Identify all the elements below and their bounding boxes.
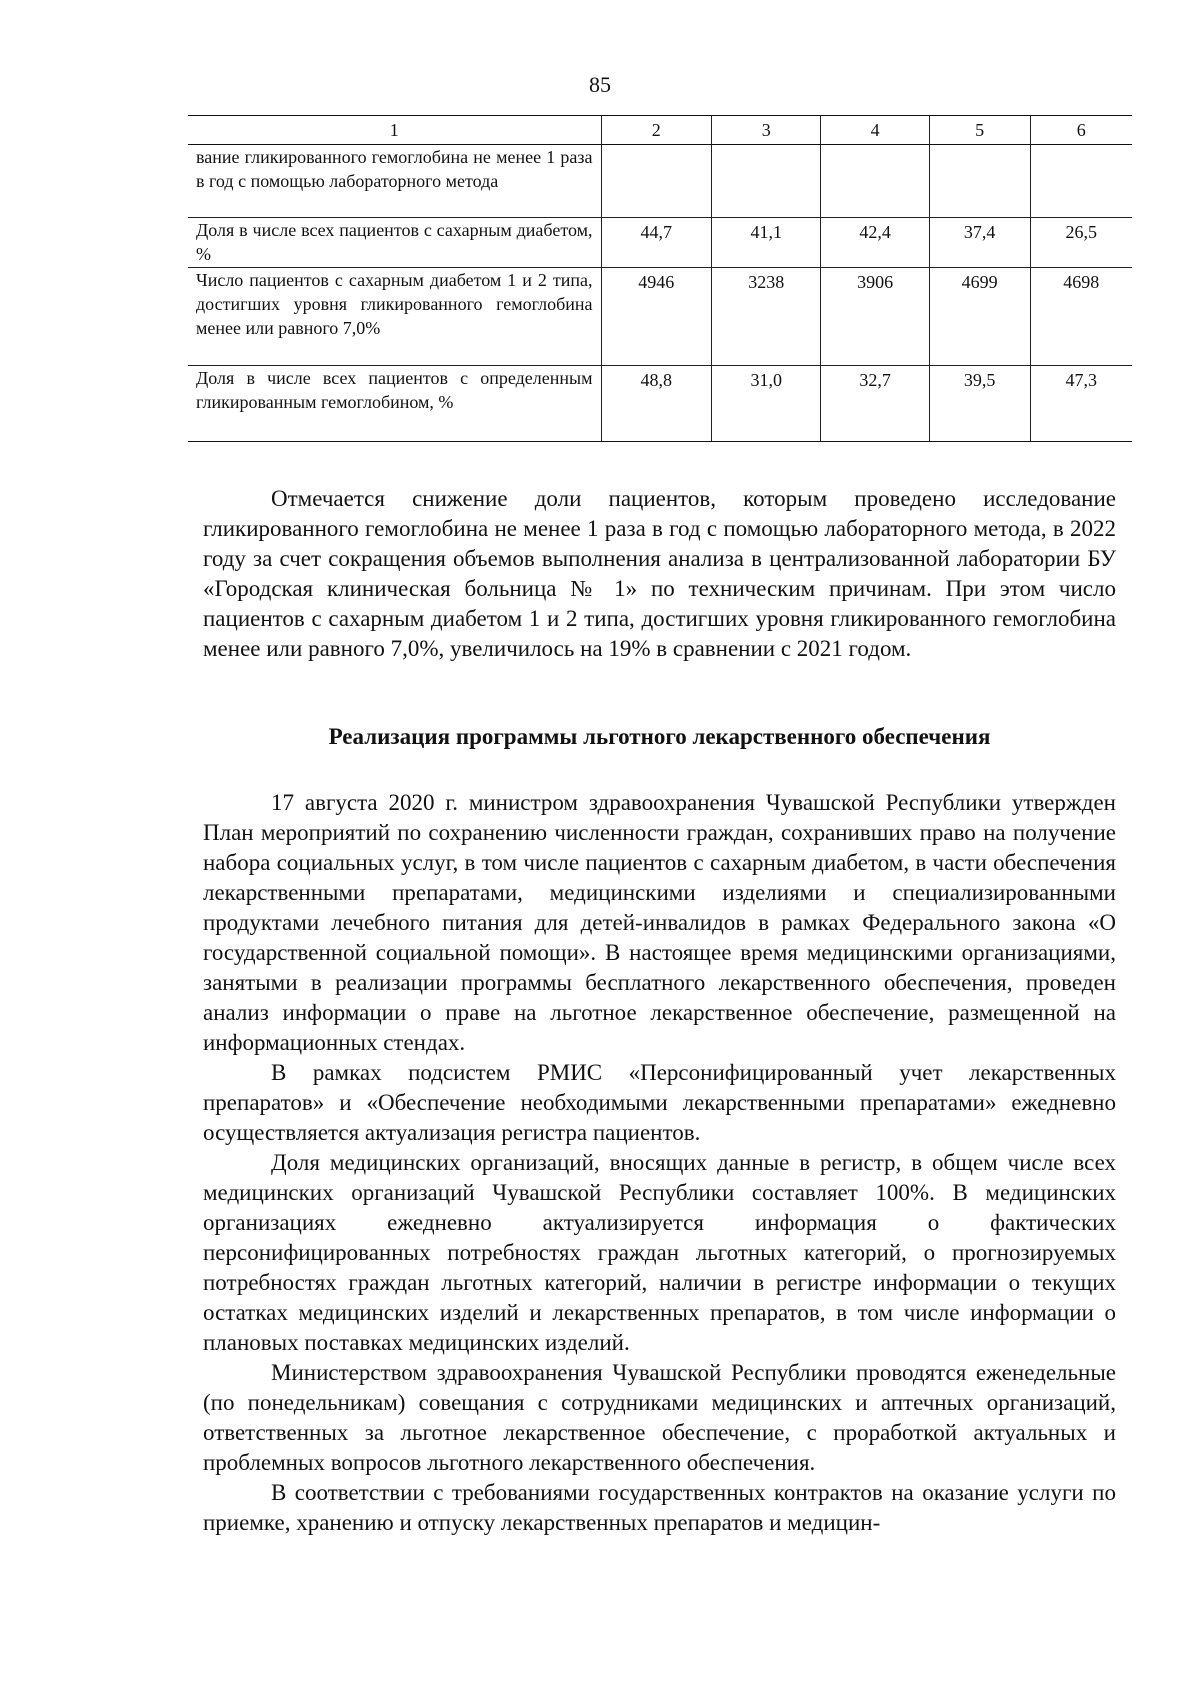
row-value: 47,3 [1030,366,1132,442]
row-value: 4946 [601,268,711,366]
row-value: 4698 [1030,268,1132,366]
paragraph: В соответствии с требованиями государственных контрактов на оказание услуги по приемке, хранению и отпуску лекарственных препаратов и медицин- [203,1480,1116,1535]
row-value: 37,4 [929,218,1030,268]
table-row [188,218,1132,268]
row-value: 42,4 [821,218,929,268]
table-header-cell: 4 [821,116,929,145]
table-row [188,366,1132,442]
paragraph: 17 августа 2020 г. министром здравоохранения Чувашской Республики утвержден План мероприятий по сохранению численности граждан, сохранивших право на получение набора социальных услуг, в том числе пациентов с сахарным диабетом, в части обеспечения лекарственными препаратами, медицинскими изделиями и специализированными продуктами лечебного питания для детей-инвалидов в рамках Федерального закона «О государственной социальной помощи». В настоящее время медицинскими организациями, занятыми в реализации программы бесплатного лекарственного обеспечения, проведен анализ информации о праве на льготное лекарственное обеспечение, размещенной на информационных стендах. [203,790,1116,1055]
paragraph: В рамках подсистем РМИС «Персонифицированный учет лекарственных препаратов» и «Обеспечение необходимыми лекарственными препаратами» ежедневно осуществляется актуализация регистра пациентов. [203,1060,1116,1145]
statistics-table [188,115,1132,442]
table-row [188,145,1132,218]
row-value: 31,0 [711,366,820,442]
row-value [601,145,711,218]
page-number: 85 [589,72,611,97]
table-header-row [188,116,1132,145]
section-heading: Реализация программы льготного лекарственного обеспечения [328,724,991,749]
row-value: 44,7 [601,218,711,268]
row-value: 39,5 [929,366,1030,442]
row-label: Доля в числе всех пациентов с определенным гликированным гемоглобином, % [188,366,601,442]
paragraph: Отмечается снижение доли пациентов, которым проведено исследование гликированного гемоглобина не менее 1 раза в год с помощью лабораторного метода, в 2022 году за счет сокращения объемов выполнения анализа в централизованной лаборатории БУ «Городская клиническая больница № 1» по техническим причинам. При этом число пациентов с сахарным диабетом 1 и 2 типа, достигших уровня гликированного гемоглобина менее или равного 7,0%, увеличилось на 19% в сравнении с 2021 годом. [203,486,1116,661]
row-value [1030,145,1132,218]
table-row [188,268,1132,366]
row-value: 26,5 [1030,218,1132,268]
row-label: Доля в числе всех пациентов с сахарным диабетом, % [188,218,601,268]
row-value: 48,8 [601,366,711,442]
table-header-cell: 3 [711,116,820,145]
row-value: 4699 [929,268,1030,366]
paragraph: Доля медицинских организаций, вносящих данные в регистр, в общем числе всех медицинских организаций Чувашской Республики составляет 100%. В медицинских организациях ежедневно актуализируется информация о фактических персонифицированных потребностях граждан льготных категорий, о прогнозируемых потребностях граждан льготных категорий, наличии в регистре информации о текущих остатках медицинских изделий и лекарственных препаратов, в том числе информации о плановых поставках медицинских изделий. [203,1150,1116,1355]
row-value [929,145,1030,218]
row-label: вание гликированного гемоглобина не менее 1 раза в год с помощью лабораторного метода [188,145,601,218]
row-label: Число пациентов с сахарным диабетом 1 и 2 типа, достигших уровня гликированного гемоглобина менее или равного 7,0% [188,268,601,366]
table-header-cell: 1 [188,116,601,145]
row-value [821,145,929,218]
row-value [711,145,820,218]
table-header-cell: 5 [929,116,1030,145]
row-value: 41,1 [711,218,820,268]
row-value: 32,7 [821,366,929,442]
intro-paragraph-block [203,484,1116,664]
section-body [203,788,1116,1538]
row-value: 3906 [821,268,929,366]
table-header-cell: 6 [1030,116,1132,145]
table-header-cell: 2 [601,116,711,145]
row-value: 3238 [711,268,820,366]
paragraph: Министерством здравоохранения Чувашской Республики проводятся еженедельные (по понедельникам) совещания с сотрудниками медицинских и аптечных организаций, ответственных за льготное лекарственное обеспечение, с проработкой актуальных и проблемных вопросов льготного лекарственного обеспечения. [203,1360,1116,1475]
